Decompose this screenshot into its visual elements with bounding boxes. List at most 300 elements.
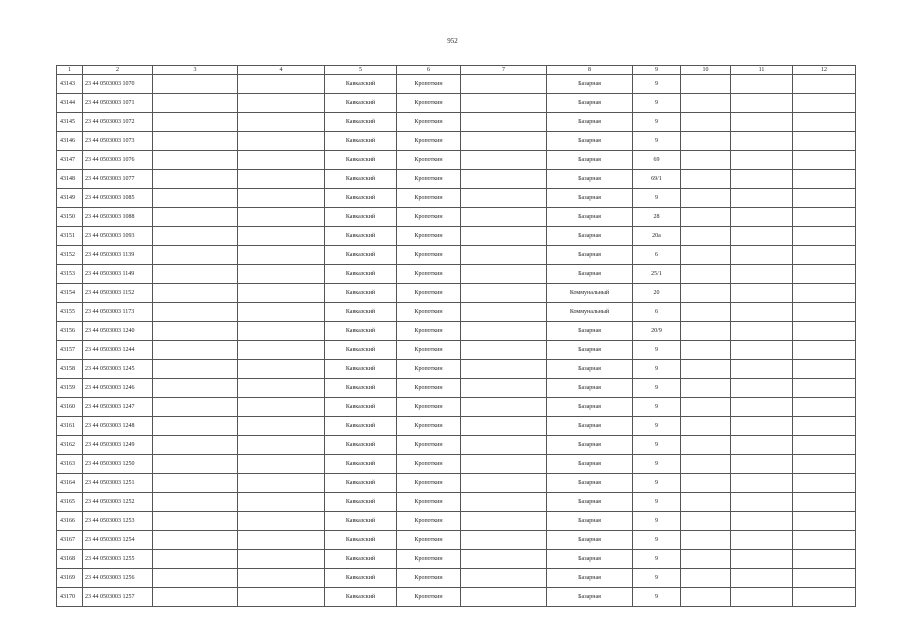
cell-col-11 — [731, 132, 793, 151]
column-header-12: 12 — [793, 66, 856, 75]
cadastral-number-cell: 23 44 0503003 1173 — [83, 303, 153, 322]
city-cell: Кропоткин — [397, 227, 461, 246]
street-cell: Базарная — [547, 170, 633, 189]
cell-col-4 — [238, 550, 325, 569]
cell-col-11 — [731, 341, 793, 360]
row-number-cell: 43164 — [57, 474, 83, 493]
cell-col-7 — [461, 113, 547, 132]
cell-col-7 — [461, 189, 547, 208]
cell-col-10 — [681, 75, 731, 94]
house-cell: 20 — [633, 284, 681, 303]
cell-col-10 — [681, 132, 731, 151]
cadastral-number-cell: 23 44 0503003 1072 — [83, 113, 153, 132]
column-header-8: 8 — [547, 66, 633, 75]
house-cell: 9 — [633, 531, 681, 550]
cell-col-4 — [238, 94, 325, 113]
cell-col-4 — [238, 417, 325, 436]
street-cell: Базарная — [547, 208, 633, 227]
district-cell: Кавказский — [325, 379, 397, 398]
cadastral-number-cell: 23 44 0503003 1251 — [83, 474, 153, 493]
cell-col-7 — [461, 246, 547, 265]
cadastral-number-cell: 23 44 0503003 1073 — [83, 132, 153, 151]
row-number-cell: 43157 — [57, 341, 83, 360]
city-cell: Кропоткин — [397, 360, 461, 379]
city-cell: Кропоткин — [397, 265, 461, 284]
cell-col-7 — [461, 474, 547, 493]
cell-col-11 — [731, 303, 793, 322]
city-cell: Кропоткин — [397, 417, 461, 436]
table-row — [57, 455, 856, 474]
cell-col-10 — [681, 493, 731, 512]
cell-col-10 — [681, 246, 731, 265]
table-row — [57, 170, 856, 189]
table-row — [57, 569, 856, 588]
cell-col-11 — [731, 550, 793, 569]
cadastral-number-cell: 23 44 0503003 1254 — [83, 531, 153, 550]
cell-col-7 — [461, 360, 547, 379]
district-cell: Кавказский — [325, 493, 397, 512]
cadastral-number-cell: 23 44 0503003 1255 — [83, 550, 153, 569]
cell-col-11 — [731, 455, 793, 474]
cell-col-4 — [238, 512, 325, 531]
house-cell: 9 — [633, 436, 681, 455]
cell-col-10 — [681, 550, 731, 569]
row-number-cell: 43150 — [57, 208, 83, 227]
table-row — [57, 246, 856, 265]
house-cell: 9 — [633, 493, 681, 512]
cell-col-11 — [731, 322, 793, 341]
cell-col-3 — [153, 246, 238, 265]
table-row — [57, 417, 856, 436]
cell-col-11 — [731, 512, 793, 531]
street-cell: Базарная — [547, 512, 633, 531]
cell-col-3 — [153, 531, 238, 550]
table-body — [57, 75, 856, 607]
cell-col-12 — [793, 132, 856, 151]
row-number-cell: 43165 — [57, 493, 83, 512]
row-number-cell: 43156 — [57, 322, 83, 341]
cell-col-11 — [731, 436, 793, 455]
street-cell: Коммунальный — [547, 303, 633, 322]
cadastral-number-cell: 23 44 0503003 1245 — [83, 360, 153, 379]
house-cell: 6 — [633, 246, 681, 265]
cell-col-12 — [793, 75, 856, 94]
cell-col-7 — [461, 208, 547, 227]
row-number-cell: 43145 — [57, 113, 83, 132]
cell-col-3 — [153, 455, 238, 474]
cell-col-10 — [681, 512, 731, 531]
cell-col-7 — [461, 284, 547, 303]
district-cell: Кавказский — [325, 360, 397, 379]
table-row — [57, 189, 856, 208]
cell-col-10 — [681, 398, 731, 417]
table-row — [57, 208, 856, 227]
street-cell: Базарная — [547, 474, 633, 493]
street-cell: Базарная — [547, 398, 633, 417]
cell-col-3 — [153, 493, 238, 512]
cell-col-10 — [681, 227, 731, 246]
street-cell: Базарная — [547, 189, 633, 208]
district-cell: Кавказский — [325, 227, 397, 246]
district-cell: Кавказский — [325, 322, 397, 341]
city-cell: Кропоткин — [397, 379, 461, 398]
header-row — [57, 66, 856, 75]
house-cell: 9 — [633, 341, 681, 360]
cell-col-7 — [461, 569, 547, 588]
cell-col-4 — [238, 208, 325, 227]
cell-col-3 — [153, 284, 238, 303]
cadastral-number-cell: 23 44 0503003 1250 — [83, 455, 153, 474]
cell-col-4 — [238, 303, 325, 322]
district-cell: Кавказский — [325, 132, 397, 151]
cell-col-11 — [731, 227, 793, 246]
street-cell: Базарная — [547, 75, 633, 94]
cell-col-3 — [153, 303, 238, 322]
cell-col-3 — [153, 417, 238, 436]
cell-col-3 — [153, 474, 238, 493]
cadastral-number-cell: 23 44 0503003 1071 — [83, 94, 153, 113]
cell-col-10 — [681, 322, 731, 341]
cell-col-11 — [731, 588, 793, 607]
cell-col-12 — [793, 246, 856, 265]
cell-col-12 — [793, 531, 856, 550]
district-cell: Кавказский — [325, 113, 397, 132]
cell-col-3 — [153, 151, 238, 170]
city-cell: Кропоткин — [397, 208, 461, 227]
cell-col-12 — [793, 379, 856, 398]
cell-col-7 — [461, 303, 547, 322]
cell-col-11 — [731, 417, 793, 436]
cell-col-4 — [238, 531, 325, 550]
cell-col-4 — [238, 360, 325, 379]
house-cell: 20а — [633, 227, 681, 246]
cell-col-10 — [681, 208, 731, 227]
table-row — [57, 303, 856, 322]
cell-col-11 — [731, 75, 793, 94]
cell-col-7 — [461, 227, 547, 246]
district-cell: Кавказский — [325, 151, 397, 170]
table-row — [57, 436, 856, 455]
cell-col-7 — [461, 417, 547, 436]
row-number-cell: 43155 — [57, 303, 83, 322]
cell-col-4 — [238, 75, 325, 94]
district-cell: Кавказский — [325, 303, 397, 322]
cell-col-4 — [238, 493, 325, 512]
cell-col-4 — [238, 436, 325, 455]
district-cell: Кавказский — [325, 531, 397, 550]
cell-col-3 — [153, 322, 238, 341]
cell-col-12 — [793, 360, 856, 379]
cell-col-3 — [153, 436, 238, 455]
cell-col-11 — [731, 379, 793, 398]
cadastral-number-cell: 23 44 0503003 1070 — [83, 75, 153, 94]
cell-col-7 — [461, 94, 547, 113]
cell-col-4 — [238, 246, 325, 265]
column-header-9: 9 — [633, 66, 681, 75]
table-row — [57, 398, 856, 417]
table-row — [57, 151, 856, 170]
district-cell: Кавказский — [325, 417, 397, 436]
cadastral-number-cell: 23 44 0503003 1240 — [83, 322, 153, 341]
cadastral-number-cell: 23 44 0503003 1257 — [83, 588, 153, 607]
cadastral-number-cell: 23 44 0503003 1093 — [83, 227, 153, 246]
cell-col-11 — [731, 246, 793, 265]
cell-col-10 — [681, 284, 731, 303]
district-cell: Кавказский — [325, 588, 397, 607]
cadastral-number-cell: 23 44 0503003 1077 — [83, 170, 153, 189]
district-cell: Кавказский — [325, 284, 397, 303]
row-number-cell: 43168 — [57, 550, 83, 569]
cell-col-7 — [461, 341, 547, 360]
row-number-cell: 43151 — [57, 227, 83, 246]
cell-col-12 — [793, 436, 856, 455]
cell-col-4 — [238, 284, 325, 303]
cell-col-11 — [731, 493, 793, 512]
cell-col-10 — [681, 588, 731, 607]
cell-col-11 — [731, 189, 793, 208]
cell-col-3 — [153, 132, 238, 151]
row-number-cell: 43143 — [57, 75, 83, 94]
city-cell: Кропоткин — [397, 341, 461, 360]
city-cell: Кропоткин — [397, 113, 461, 132]
house-cell: 9 — [633, 474, 681, 493]
cell-col-3 — [153, 588, 238, 607]
registry-table — [56, 65, 856, 607]
cadastral-number-cell: 23 44 0503003 1088 — [83, 208, 153, 227]
cell-col-4 — [238, 132, 325, 151]
city-cell: Кропоткин — [397, 75, 461, 94]
cell-col-3 — [153, 94, 238, 113]
table-row — [57, 132, 856, 151]
cell-col-11 — [731, 398, 793, 417]
cell-col-12 — [793, 151, 856, 170]
house-cell: 9 — [633, 113, 681, 132]
cell-col-7 — [461, 132, 547, 151]
row-number-cell: 43148 — [57, 170, 83, 189]
house-cell: 69 — [633, 151, 681, 170]
row-number-cell: 43147 — [57, 151, 83, 170]
street-cell: Базарная — [547, 455, 633, 474]
cell-col-7 — [461, 588, 547, 607]
row-number-cell: 43152 — [57, 246, 83, 265]
city-cell: Кропоткин — [397, 284, 461, 303]
city-cell: Кропоткин — [397, 246, 461, 265]
table-row — [57, 322, 856, 341]
table-row — [57, 284, 856, 303]
cell-col-3 — [153, 265, 238, 284]
cell-col-4 — [238, 398, 325, 417]
column-header-2: 2 — [83, 66, 153, 75]
cadastral-number-cell: 23 44 0503003 1248 — [83, 417, 153, 436]
cell-col-11 — [731, 569, 793, 588]
cadastral-number-cell: 23 44 0503003 1246 — [83, 379, 153, 398]
row-number-cell: 43167 — [57, 531, 83, 550]
column-header-1: 1 — [57, 66, 83, 75]
cell-col-10 — [681, 360, 731, 379]
row-number-cell: 43144 — [57, 94, 83, 113]
table-row — [57, 360, 856, 379]
cell-col-12 — [793, 474, 856, 493]
district-cell: Кавказский — [325, 455, 397, 474]
cadastral-number-cell: 23 44 0503003 1253 — [83, 512, 153, 531]
cell-col-3 — [153, 208, 238, 227]
city-cell: Кропоткин — [397, 493, 461, 512]
district-cell: Кавказский — [325, 341, 397, 360]
cell-col-12 — [793, 265, 856, 284]
city-cell: Кропоткин — [397, 398, 461, 417]
cell-col-4 — [238, 474, 325, 493]
cell-col-12 — [793, 493, 856, 512]
city-cell: Кропоткин — [397, 151, 461, 170]
cell-col-3 — [153, 550, 238, 569]
column-header-5: 5 — [325, 66, 397, 75]
cell-col-10 — [681, 474, 731, 493]
cell-col-7 — [461, 265, 547, 284]
cell-col-7 — [461, 531, 547, 550]
city-cell: Кропоткин — [397, 455, 461, 474]
city-cell: Кропоткин — [397, 189, 461, 208]
street-cell: Базарная — [547, 94, 633, 113]
cell-col-10 — [681, 569, 731, 588]
city-cell: Кропоткин — [397, 170, 461, 189]
street-cell: Базарная — [547, 360, 633, 379]
cadastral-number-cell: 23 44 0503003 1149 — [83, 265, 153, 284]
cell-col-12 — [793, 208, 856, 227]
table-row — [57, 531, 856, 550]
city-cell: Кропоткин — [397, 474, 461, 493]
cell-col-7 — [461, 151, 547, 170]
cell-col-4 — [238, 455, 325, 474]
street-cell: Базарная — [547, 550, 633, 569]
cell-col-7 — [461, 550, 547, 569]
cell-col-4 — [238, 322, 325, 341]
house-cell: 9 — [633, 398, 681, 417]
cell-col-12 — [793, 303, 856, 322]
district-cell: Кавказский — [325, 94, 397, 113]
cell-col-4 — [238, 170, 325, 189]
cell-col-12 — [793, 227, 856, 246]
cell-col-10 — [681, 379, 731, 398]
cell-col-12 — [793, 94, 856, 113]
cell-col-11 — [731, 284, 793, 303]
city-cell: Кропоткин — [397, 303, 461, 322]
table-row — [57, 94, 856, 113]
house-cell: 20/9 — [633, 322, 681, 341]
district-cell: Кавказский — [325, 569, 397, 588]
district-cell: Кавказский — [325, 208, 397, 227]
row-number-cell: 43163 — [57, 455, 83, 474]
row-number-cell: 43154 — [57, 284, 83, 303]
street-cell: Базарная — [547, 113, 633, 132]
cadastral-number-cell: 23 44 0503003 1247 — [83, 398, 153, 417]
cell-col-10 — [681, 151, 731, 170]
cell-col-12 — [793, 284, 856, 303]
street-cell: Базарная — [547, 436, 633, 455]
column-header-6: 6 — [397, 66, 461, 75]
cell-col-12 — [793, 170, 856, 189]
street-cell: Базарная — [547, 227, 633, 246]
street-cell: Базарная — [547, 151, 633, 170]
house-cell: 9 — [633, 455, 681, 474]
street-cell: Базарная — [547, 379, 633, 398]
street-cell: Базарная — [547, 588, 633, 607]
cell-col-4 — [238, 588, 325, 607]
cell-col-10 — [681, 189, 731, 208]
cell-col-12 — [793, 322, 856, 341]
row-number-cell: 43158 — [57, 360, 83, 379]
district-cell: Кавказский — [325, 398, 397, 417]
cell-col-3 — [153, 398, 238, 417]
cell-col-11 — [731, 531, 793, 550]
house-cell: 28 — [633, 208, 681, 227]
cell-col-3 — [153, 360, 238, 379]
street-cell: Базарная — [547, 531, 633, 550]
cell-col-4 — [238, 379, 325, 398]
city-cell: Кропоткин — [397, 436, 461, 455]
cell-col-12 — [793, 417, 856, 436]
cell-col-11 — [731, 265, 793, 284]
table-row — [57, 588, 856, 607]
table-row — [57, 493, 856, 512]
row-number-cell: 43169 — [57, 569, 83, 588]
cell-col-11 — [731, 208, 793, 227]
house-cell: 9 — [633, 512, 681, 531]
district-cell: Кавказский — [325, 436, 397, 455]
table-row — [57, 113, 856, 132]
cell-col-7 — [461, 455, 547, 474]
cadastral-number-cell: 23 44 0503003 1249 — [83, 436, 153, 455]
house-cell: 6 — [633, 303, 681, 322]
street-cell: Базарная — [547, 493, 633, 512]
house-cell: 9 — [633, 189, 681, 208]
cell-col-10 — [681, 531, 731, 550]
house-cell: 9 — [633, 569, 681, 588]
table-row — [57, 265, 856, 284]
cell-col-3 — [153, 113, 238, 132]
cell-col-12 — [793, 455, 856, 474]
table-row — [57, 227, 856, 246]
street-cell: Базарная — [547, 417, 633, 436]
cell-col-3 — [153, 512, 238, 531]
cell-col-3 — [153, 189, 238, 208]
house-cell: 9 — [633, 379, 681, 398]
district-cell: Кавказский — [325, 75, 397, 94]
house-cell: 9 — [633, 94, 681, 113]
table-row — [57, 550, 856, 569]
city-cell: Кропоткин — [397, 569, 461, 588]
cell-col-10 — [681, 94, 731, 113]
row-number-cell: 43160 — [57, 398, 83, 417]
cell-col-10 — [681, 417, 731, 436]
row-number-cell: 43161 — [57, 417, 83, 436]
city-cell: Кропоткин — [397, 588, 461, 607]
cell-col-4 — [238, 227, 325, 246]
table-row — [57, 474, 856, 493]
district-cell: Кавказский — [325, 265, 397, 284]
cell-col-10 — [681, 341, 731, 360]
cell-col-7 — [461, 493, 547, 512]
cell-col-10 — [681, 265, 731, 284]
cell-col-7 — [461, 379, 547, 398]
row-number-cell: 43166 — [57, 512, 83, 531]
street-cell: Коммунальный — [547, 284, 633, 303]
cell-col-10 — [681, 455, 731, 474]
district-cell: Кавказский — [325, 512, 397, 531]
cadastral-number-cell: 23 44 0503003 1256 — [83, 569, 153, 588]
cell-col-7 — [461, 398, 547, 417]
cell-col-12 — [793, 341, 856, 360]
cell-col-3 — [153, 75, 238, 94]
